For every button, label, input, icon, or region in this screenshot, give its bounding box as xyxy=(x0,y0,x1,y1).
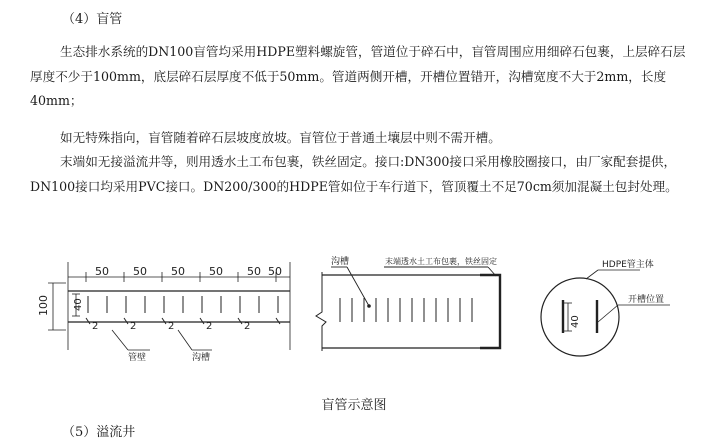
dim-top-4: 50 xyxy=(209,265,223,278)
right-labels xyxy=(570,258,664,328)
mid-label-end: 末端透水土工布包裹，铁丝固定 xyxy=(385,257,497,266)
next-section-heading: （5）溢流井 xyxy=(62,425,136,440)
right-label-slot-pos: 开槽位置 xyxy=(628,295,665,305)
dim-top-2: 50 xyxy=(133,265,147,278)
figure-caption: 盲管示意图 xyxy=(321,398,387,413)
paragraph-2: 如无特殊指向，盲管随着碎石层坡度放坡。盲管位于普通土壤层中则不需开槽。 xyxy=(60,130,501,145)
paragraph-3: 末端如无接溢流井等，则用透水土工布包裹，铁丝固定。接口:DN300接口采用橡胶圈接口，由厂家配套提供，DN100接口均采用PVC接口。DN200/300的HDPE管如位于车行道下，管顶覆土不足70cm须加混凝土包封处理。 xyxy=(30,154,678,194)
slot-width-4: 2 xyxy=(206,321,213,332)
slot-width-3: 2 xyxy=(168,321,175,332)
dim-height: 100 xyxy=(37,295,50,316)
slot-width-5: 2 xyxy=(244,321,251,332)
middle-elevation-view xyxy=(316,267,500,351)
dim-top-3: 50 xyxy=(171,265,185,278)
right-dim-slot: 40 xyxy=(570,315,581,328)
slot-width-1: 2 xyxy=(92,321,99,332)
section-heading: （4）盲管 xyxy=(62,12,123,27)
slot-width-2: 2 xyxy=(130,321,137,332)
label-wall: 管壁 xyxy=(128,353,147,363)
dim-slot: 40 xyxy=(73,298,84,311)
right-cross-section xyxy=(541,270,670,356)
right-label-body: HDPE管主体 xyxy=(602,260,654,270)
dim-top-6: 50 xyxy=(268,265,282,278)
middle-labels xyxy=(331,255,497,267)
left-plan-labels xyxy=(37,265,282,363)
paragraph-1: 生态排水系统的DN100盲管均采用HDPE塑料螺旋管，管道位于碎石中，盲管周围应用细碎石包裹，上层碎石层厚度不少于100mm，底层碎石层厚度不低于50mm。管道两侧开槽，开槽位置错开，沟槽宽度不大于2mm，长度40mm； xyxy=(30,44,686,108)
label-slot: 沟槽 xyxy=(192,353,211,363)
dim-top-1: 50 xyxy=(95,265,109,278)
mid-label-slot: 沟槽 xyxy=(331,257,350,267)
dim-top-5: 50 xyxy=(247,265,261,278)
leader-dot xyxy=(367,304,371,308)
